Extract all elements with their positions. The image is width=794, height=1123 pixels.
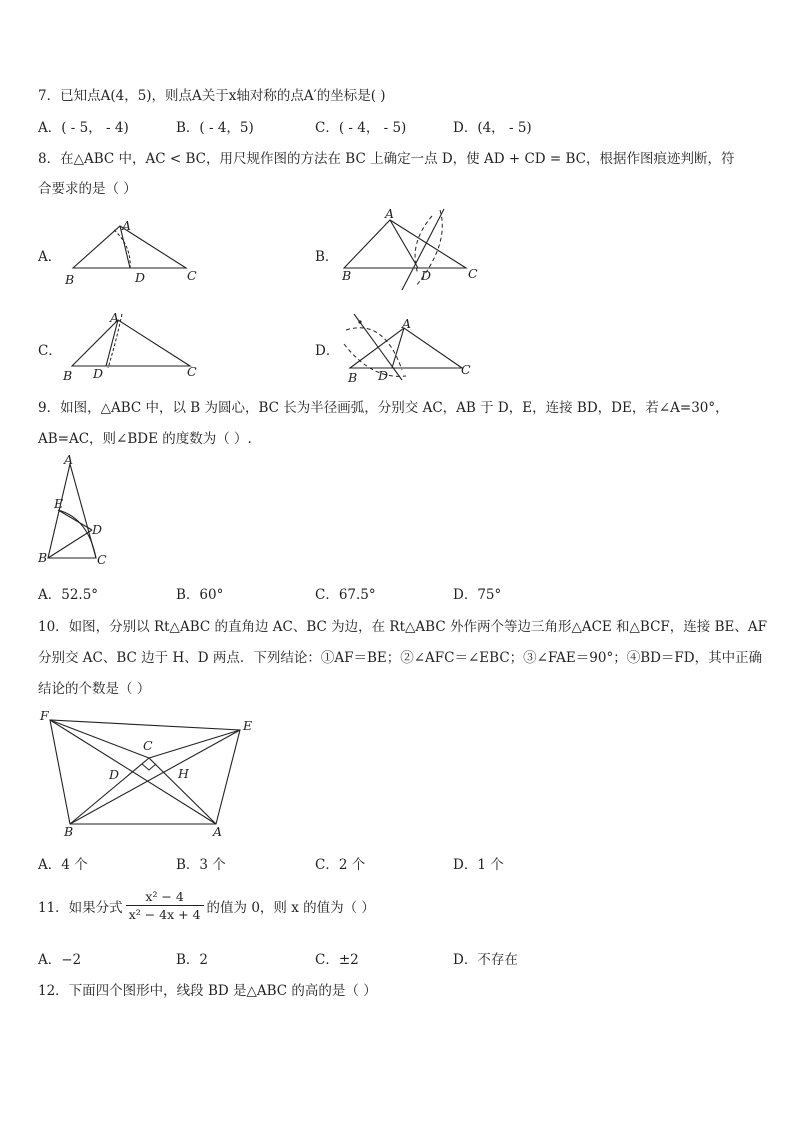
q11-option-c[interactable]: C．±2 (315, 952, 359, 968)
q9-option-d[interactable]: D．75° (453, 587, 502, 603)
q9-option-b[interactable]: B．60° (176, 587, 224, 603)
q8-option-a[interactable]: A． (38, 249, 62, 265)
q9-stem-line1: 9．如图，△ABC 中，以 B 为圆心，BC 长为半径画弧，分别交 AC，AB 于 D，E，连接 BD，DE，若∠A=30°， (38, 400, 729, 416)
q11-option-b[interactable]: B．2 (176, 952, 209, 968)
label-e: E (243, 718, 253, 733)
q11-fraction (126, 889, 204, 922)
q10-option-a[interactable]: A．4 个 (38, 857, 88, 873)
q11-stem-suffix: 的值为 0，则 x 的值为（ ） (206, 899, 375, 916)
label-f: F (40, 708, 49, 723)
label-b: B (38, 550, 48, 565)
q11-numerator: x² − 4 (126, 889, 204, 906)
q8-option-c[interactable]: C． (38, 343, 62, 359)
q8-figure-b (338, 204, 488, 294)
q11-stem-prefix: 11．如果分式 (38, 899, 123, 916)
label-a: A (110, 310, 120, 325)
label-d: D (378, 368, 389, 383)
label-c: C (461, 362, 471, 377)
q8-option-d[interactable]: D． (315, 343, 340, 359)
q10-option-c[interactable]: C．2 个 (315, 857, 366, 873)
q8-figure-d (340, 306, 490, 386)
q11-stem (38, 889, 375, 922)
label-e: E (54, 496, 64, 511)
label-c: C (97, 552, 107, 567)
label-c: C (187, 364, 197, 379)
label-a: A (402, 316, 412, 331)
q10-option-d[interactable]: D．1 个 (453, 857, 504, 873)
q9-option-a[interactable]: A．52.5° (38, 587, 99, 603)
label-c: C (143, 738, 153, 753)
label-c: C (187, 268, 197, 283)
label-a: A (122, 218, 132, 233)
label-d: D (92, 522, 103, 537)
label-d: D (93, 366, 104, 381)
label-b: B (348, 370, 358, 385)
q10-stem-line2: 分别交 AC、BC 边于 H、D 两点．下列结论：①AF＝BE；②∠AFC＝∠EBC；③∠FAE＝90°；④BD＝FD，其中正确 (38, 650, 763, 666)
q8-stem-line1: 8．在△ABC 中，AC < BC，用尺规作图的方法在 BC 上确定一点 D，使 AD + CD = BC，根据作图痕迹判断，符 (38, 151, 735, 167)
label-h: H (178, 766, 189, 781)
q11-option-a[interactable]: A．−2 (38, 952, 82, 968)
label-c: C (468, 266, 478, 281)
q12-stem: 12．下面四个图形中，线段 BD 是△ABC 的高的是（ ） (38, 983, 377, 999)
q11-denominator: x² − 4x + 4 (128, 907, 201, 922)
q8-figure-a (60, 218, 210, 288)
q7-stem: 7．已知点A(4，5)，则点A关于x轴对称的点A′的坐标是( ) (38, 88, 386, 104)
q10-stem-line3: 结论的个数是（ ） (38, 681, 151, 697)
q8-option-b[interactable]: B． (315, 249, 339, 265)
label-a: A (213, 824, 223, 839)
q7-option-d[interactable]: D．(4， - 5) (453, 120, 532, 136)
label-d: D (109, 767, 120, 782)
q10-figure (36, 706, 266, 841)
q9-figure (36, 452, 116, 572)
q7-option-a[interactable]: A．( - 5， - 4) (38, 120, 129, 136)
label-b: B (65, 272, 75, 287)
q10-stem-line1: 10．如图，分别以 Rt△ABC 的直角边 AC、BC 为边，在 Rt△ABC 外作两个等边三角形△ACE 和△BCF，连接 BE、AF (38, 619, 767, 635)
q9-stem-line2: AB=AC，则∠BDE 的度数为（ ）. (38, 431, 252, 447)
label-d: D (135, 270, 146, 285)
q9-option-c[interactable]: C．67.5° (315, 587, 376, 603)
label-b: B (64, 824, 74, 839)
label-a: A (64, 452, 74, 467)
label-b: B (342, 268, 352, 283)
label-a: A (385, 206, 395, 221)
q10-option-b[interactable]: B．3 个 (176, 857, 226, 873)
label-b: B (63, 368, 73, 383)
q7-option-b[interactable]: B．( - 4，5) (176, 120, 254, 136)
label-d: D (421, 268, 432, 283)
q11-option-d[interactable]: D．不存在 (453, 952, 518, 968)
q7-option-c[interactable]: C．( - 4， - 5) (315, 120, 407, 136)
q8-figure-c (60, 308, 210, 383)
q8-stem-line2: 合要求的是（ ） (38, 181, 137, 197)
